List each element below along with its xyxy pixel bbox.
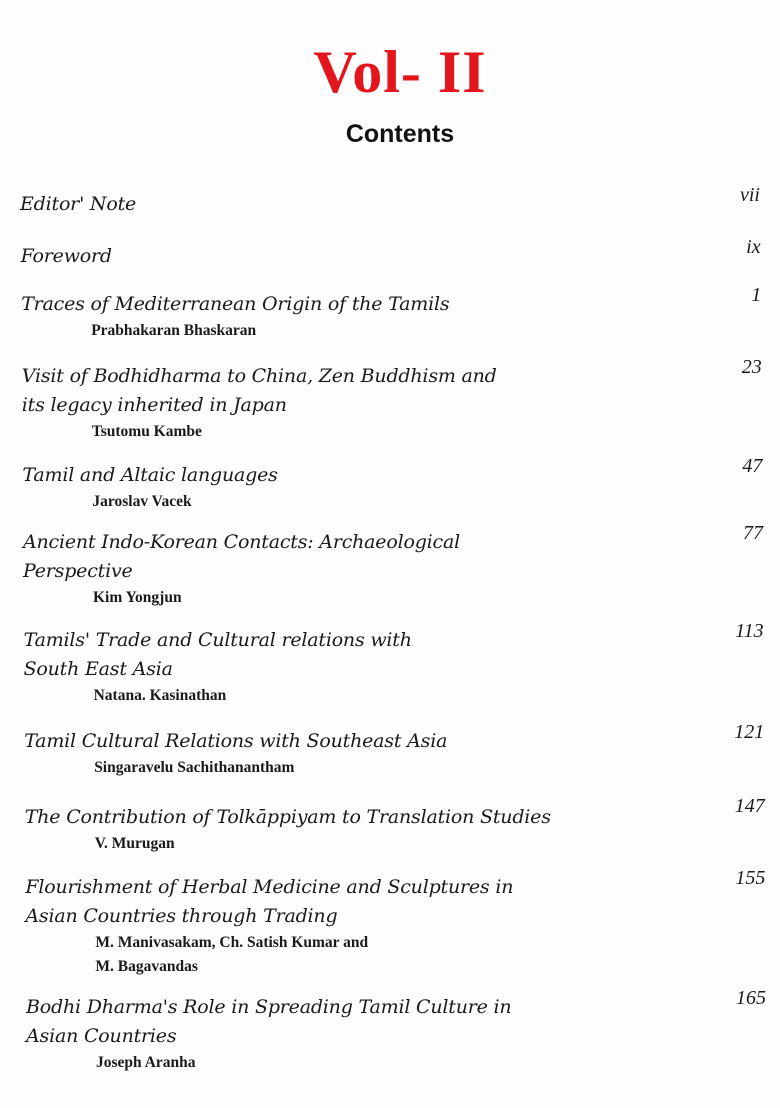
toc-entry — [24, 721, 765, 780]
entry-author: Kim Yongjun — [93, 589, 182, 606]
entry-author: M. Manivasakam, Ch. Satish Kumar and — [95, 934, 369, 951]
page-number: ix — [746, 236, 761, 258]
entry-author: Tsutomu Kambe — [91, 423, 202, 440]
entry-author: Natana. Kasinathan — [93, 687, 227, 704]
entry-title: The Contribution of Tolkāppiyam to Translation Studies — [24, 806, 551, 828]
page-number: 121 — [734, 721, 765, 743]
toc-entry — [24, 795, 765, 856]
page-number: 155 — [735, 867, 766, 889]
entry-title: Flourishment of Herbal Medicine and Sculptures in — [25, 876, 514, 898]
page-number: 77 — [743, 522, 763, 544]
page-number: vii — [740, 184, 760, 206]
entry-title: Foreword — [20, 245, 112, 267]
page-number: 1 — [751, 284, 762, 306]
entry-title: Visit of Bodhidharma to China, Zen Buddhism and — [21, 365, 497, 387]
entry-title: Tamils' Trade and Cultural relations with — [23, 629, 412, 651]
toc-entry — [26, 987, 766, 1075]
toc-entry — [23, 620, 764, 708]
entry-author: Prabhakaran Bhaskaran — [91, 322, 257, 339]
page-number: 47 — [742, 455, 763, 477]
entry-author: M. Bagavandas — [95, 958, 198, 975]
entry-title: Asian Countries — [26, 1025, 177, 1047]
page-number: 23 — [741, 356, 762, 378]
toc-entry — [20, 236, 761, 271]
entry-author: Joseph Aranha — [96, 1054, 196, 1071]
contents-heading: Contents — [345, 120, 455, 148]
entry-title: Perspective — [23, 560, 133, 582]
volume-title: Vol- II — [313, 39, 487, 105]
toc-entry — [23, 522, 763, 610]
toc-entry — [21, 284, 762, 343]
entry-title: Tamil Cultural Relations with Southeast Asia — [24, 730, 448, 752]
entry-title: Asian Countries through Trading — [25, 905, 338, 927]
toc-entry — [25, 867, 766, 979]
toc-entry — [21, 356, 762, 444]
entry-author: Singaravelu Sachithanantham — [94, 759, 295, 776]
page-number: 165 — [736, 987, 766, 1009]
toc-entry — [22, 455, 763, 514]
entry-title: Editor' Note — [20, 193, 137, 215]
entry-title: Tamil and Altaic languages — [22, 464, 278, 486]
entry-author: Jaroslav Vacek — [92, 493, 192, 510]
entry-title: its legacy inherited in Japan — [21, 394, 287, 416]
entry-author: V. Murugan — [94, 835, 175, 852]
page-number: 147 — [734, 795, 765, 817]
entry-title: South East Asia — [23, 658, 173, 680]
page-number: 113 — [735, 620, 764, 642]
entry-title: Ancient Indo-Korean Contacts: Archaeological — [23, 531, 460, 553]
toc-entry — [20, 184, 760, 219]
entry-title: Traces of Mediterranean Origin of the Tamils — [21, 293, 450, 315]
entry-title: Bodhi Dharma's Role in Spreading Tamil Culture in — [26, 996, 512, 1018]
